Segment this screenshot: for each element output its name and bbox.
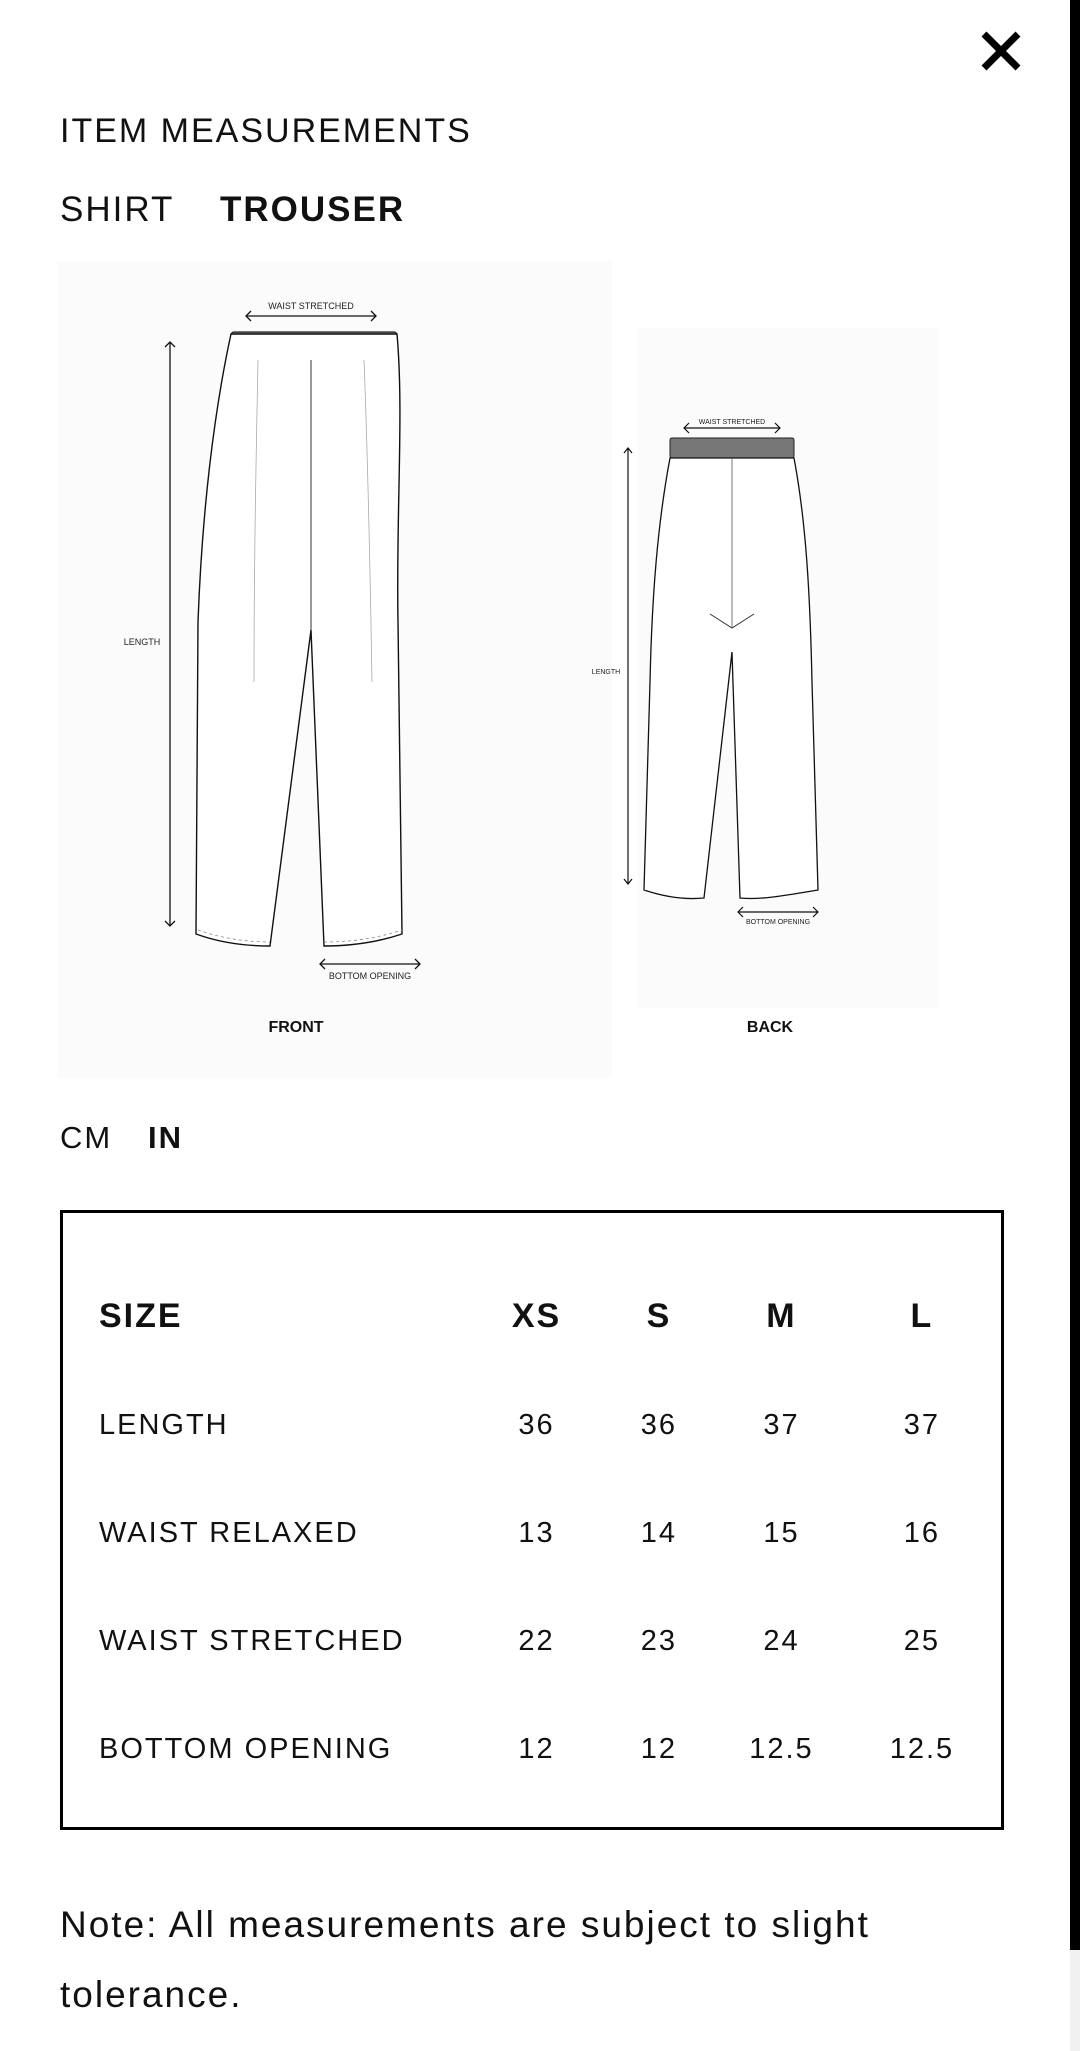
table-cell: 15 xyxy=(763,1516,800,1549)
table-cell: 22 xyxy=(518,1624,555,1657)
size-table-container xyxy=(60,1210,1004,1830)
table-cell: 14 xyxy=(640,1516,678,1549)
table-cell: 12.5 xyxy=(749,1732,814,1765)
unit-toggle-in[interactable]: IN xyxy=(148,1120,183,1155)
front-bottom-opening-label: BOTTOM OPENING xyxy=(328,971,412,981)
modal-title: ITEM MEASUREMENTS xyxy=(60,112,472,150)
table-cell: 24 xyxy=(763,1624,800,1657)
close-icon xyxy=(978,28,1024,74)
front-caption: FRONT xyxy=(268,1019,324,1036)
header-size: SIZE xyxy=(99,1296,183,1335)
table-row xyxy=(99,1695,1001,1803)
row-label: BOTTOM OPENING xyxy=(99,1732,393,1765)
front-waist-stretched-label: WAIST STRETCHED xyxy=(268,301,354,311)
front-length-label: LENGTH xyxy=(123,637,161,647)
table-header-row xyxy=(99,1261,1001,1371)
tolerance-note: Note: All measurements are subject to slight tolerance. xyxy=(60,1904,870,2015)
scrollbar-thumb[interactable] xyxy=(1070,0,1080,1950)
table-cell: 25 xyxy=(903,1624,941,1657)
trouser-measurement-diagram xyxy=(58,262,958,1078)
back-waist-stretched-label: WAIST STRETCHED xyxy=(698,419,766,426)
row-label: WAIST RELAXED xyxy=(99,1516,359,1549)
table-cell: 37 xyxy=(903,1408,941,1441)
tab-shirt[interactable]: SHIRT xyxy=(60,190,175,229)
table-row xyxy=(99,1587,1001,1695)
table-cell: 12 xyxy=(640,1732,678,1765)
unit-toggle-cm[interactable]: CM xyxy=(60,1120,113,1155)
table-cell: 13 xyxy=(518,1516,555,1549)
table-row xyxy=(99,1479,1001,1587)
back-view xyxy=(592,328,938,1036)
table-cell: 16 xyxy=(903,1516,941,1549)
header-l: L xyxy=(910,1296,934,1335)
close-button[interactable] xyxy=(978,28,1024,74)
row-label: LENGTH xyxy=(99,1408,229,1441)
header-xs: XS xyxy=(511,1296,562,1335)
back-bottom-opening-label: BOTTOM OPENING xyxy=(745,919,811,926)
row-label: WAIST STRETCHED xyxy=(99,1624,405,1657)
table-cell: 23 xyxy=(640,1624,678,1657)
table-cell: 12 xyxy=(518,1732,555,1765)
header-s: S xyxy=(646,1296,672,1335)
table-cell: 36 xyxy=(518,1408,555,1441)
table-cell: 36 xyxy=(640,1408,678,1441)
tab-trouser[interactable]: TROUSER xyxy=(220,190,406,229)
size-table xyxy=(99,1261,1001,1803)
table-cell: 37 xyxy=(763,1408,800,1441)
table-cell: 12.5 xyxy=(889,1732,955,1765)
back-length-label: LENGTH xyxy=(591,669,621,676)
header-m: M xyxy=(766,1296,797,1335)
back-caption: BACK xyxy=(746,1019,794,1036)
table-row xyxy=(99,1371,1001,1479)
front-view xyxy=(58,262,612,1078)
